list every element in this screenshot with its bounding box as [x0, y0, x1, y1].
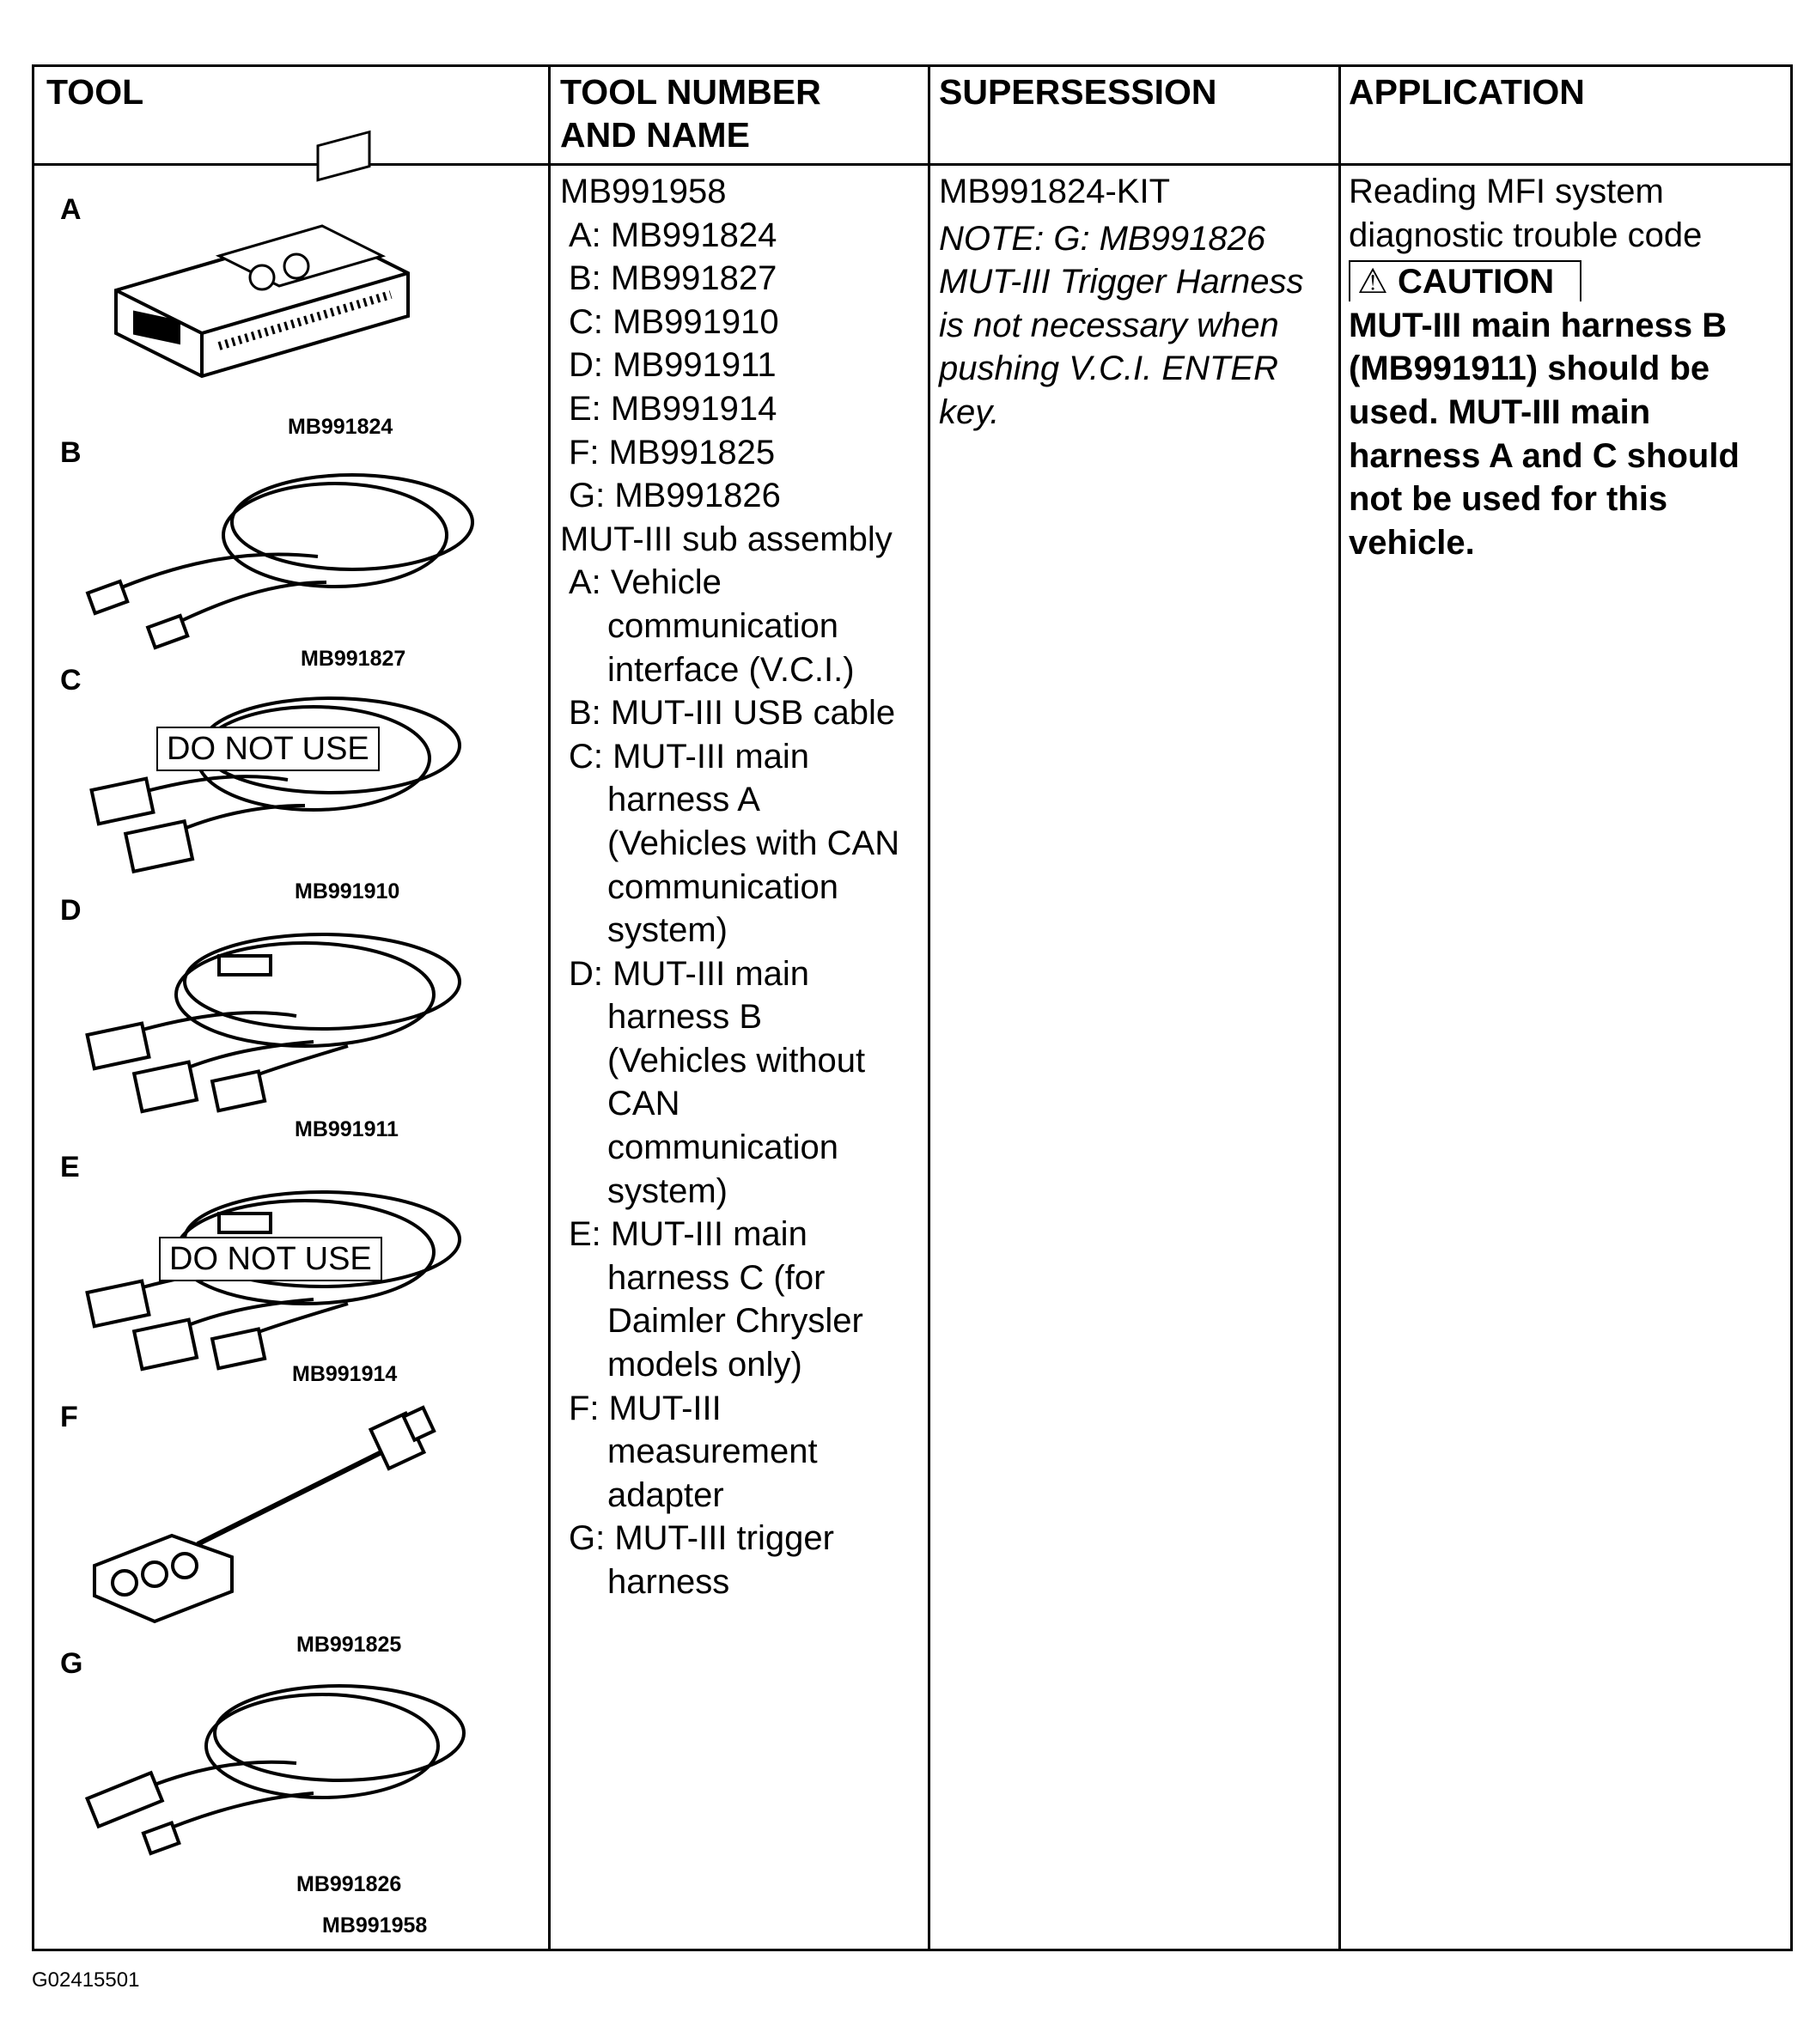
tool-number-line: (Vehicles with CAN: [607, 824, 900, 862]
tool-label-c: MB991910: [295, 879, 400, 903]
tool-number-line: Daimler Chrysler: [607, 1302, 863, 1341]
tool-number-line: A: Vehicle: [569, 563, 722, 602]
tool-number-line: B: MUT-III USB cable: [569, 694, 896, 733]
caution-line: MUT-III main harness B: [1349, 306, 1728, 344]
tool-number-line: C: MB991910: [569, 302, 779, 341]
tool-number-line: A: MB991824: [569, 216, 777, 254]
tool-number-line: MUT-III sub assembly: [560, 520, 893, 558]
tool-letter-g: G: [60, 1647, 83, 1680]
tool-number-line: E: MB991914: [569, 389, 777, 428]
warning-triangle-icon: ⚠: [1357, 263, 1388, 301]
tool-table: [32, 64, 1793, 1951]
tool-number-line: models only): [607, 1346, 802, 1384]
main-harness-a-icon: [64, 685, 477, 874]
tool-number-line: C: MUT-III main: [569, 737, 810, 776]
header-supersession: SUPERSESSION: [939, 72, 1217, 112]
note-line: MUT-III Trigger Harness: [939, 263, 1304, 301]
tool-number-line: B: MB991827: [569, 259, 777, 298]
caution-line: used. MUT-III main: [1349, 392, 1651, 431]
header-application: APPLICATION: [1349, 72, 1585, 112]
header-tool-number-line1: TOOL NUMBER: [560, 72, 821, 112]
tool-number-line: adapter: [607, 1475, 724, 1514]
header-tool-number-line2: AND NAME: [560, 115, 750, 155]
tool-number-line: harness A: [607, 781, 760, 819]
supersession-kit: MB991824-KIT: [939, 173, 1171, 210]
main-harness-b-icon: [64, 917, 477, 1115]
note-line: is not necessary when: [939, 306, 1279, 344]
note-line: key.: [939, 392, 1000, 431]
vci-device-icon: [99, 196, 425, 385]
trigger-harness-icon: [64, 1664, 477, 1862]
tool-label-g: MB991826: [296, 1872, 402, 1896]
tool-number-line: interface (V.C.I.): [607, 650, 855, 689]
caution-label: CAUTION: [1397, 263, 1555, 301]
tool-letter-b: B: [60, 436, 82, 469]
column-divider: [1338, 67, 1341, 1949]
tool-number-line: F: MUT-III: [569, 1389, 722, 1427]
tool-number-line: harness C (for: [607, 1258, 826, 1297]
tool-letter-f: F: [60, 1401, 78, 1433]
supersession-cell: [939, 170, 1334, 435]
header-tool-number: [560, 70, 821, 156]
tool-number-line: F: MB991825: [569, 433, 776, 471]
tool-label-f: MB991825: [296, 1633, 402, 1657]
tool-number-line: measurement: [607, 1433, 818, 1471]
tool-number-line: CAN: [607, 1085, 680, 1123]
caution-line: harness A and C should: [1349, 436, 1740, 475]
header-divider: [34, 163, 1790, 166]
tool-letter-c: C: [60, 664, 82, 697]
tool-number-line: communication: [607, 606, 839, 645]
tool-number-line: E: MUT-III main: [569, 1215, 807, 1254]
note-line: pushing V.C.I. ENTER: [939, 350, 1278, 388]
application-line: Reading MFI system: [1349, 173, 1664, 210]
tool-letter-d: D: [60, 894, 82, 927]
application-cell: [1349, 170, 1787, 564]
tool-number-line: harness: [607, 1563, 730, 1601]
tool-number-line: harness B: [607, 998, 763, 1037]
supersession-note: [939, 217, 1334, 435]
tool-number-line: MB991958: [560, 173, 727, 210]
application-line: diagnostic trouble code: [1349, 216, 1703, 254]
tool-letter-e: E: [60, 1151, 80, 1183]
tool-number-line: system): [607, 1171, 728, 1210]
measurement-adapter-icon: [86, 1411, 464, 1609]
column-divider: [548, 67, 551, 1949]
tool-number-line: D: MB991911: [569, 346, 777, 385]
tool-number-line: communication: [607, 1128, 839, 1167]
tool-label-e: MB991914: [292, 1362, 398, 1386]
tool-number-line: communication: [607, 867, 839, 906]
tool-label-a: MB991824: [288, 415, 393, 439]
caution-line: vehicle.: [1349, 523, 1475, 562]
figure-code: G02415501: [32, 1968, 140, 1992]
tool-number-list: [560, 170, 929, 1604]
usb-cable-icon: [69, 453, 481, 642]
tool-number-line: (Vehicles without: [607, 1041, 866, 1080]
caution-line: not be used for this: [1349, 480, 1668, 519]
caution-line: (MB991911) should be: [1349, 350, 1710, 388]
do-not-use-label-e: DO NOT USE: [159, 1237, 382, 1281]
tool-letter-a: A: [60, 193, 82, 226]
caution-header: [1349, 260, 1581, 301]
caution-text: [1349, 304, 1787, 565]
tool-number-line: G: MUT-III trigger: [569, 1519, 834, 1558]
header-tool: TOOL: [46, 72, 144, 112]
do-not-use-label-c: DO NOT USE: [156, 727, 380, 771]
tool-label-b: MB991827: [301, 647, 406, 671]
kit-label: MB991958: [322, 1913, 428, 1938]
note-line: NOTE: G: MB991826: [939, 219, 1266, 258]
tool-number-line: system): [607, 911, 728, 950]
tool-label-d: MB991911: [295, 1117, 399, 1141]
tool-number-line: D: MUT-III main: [569, 954, 810, 993]
tool-number-line: G: MB991826: [569, 477, 781, 515]
